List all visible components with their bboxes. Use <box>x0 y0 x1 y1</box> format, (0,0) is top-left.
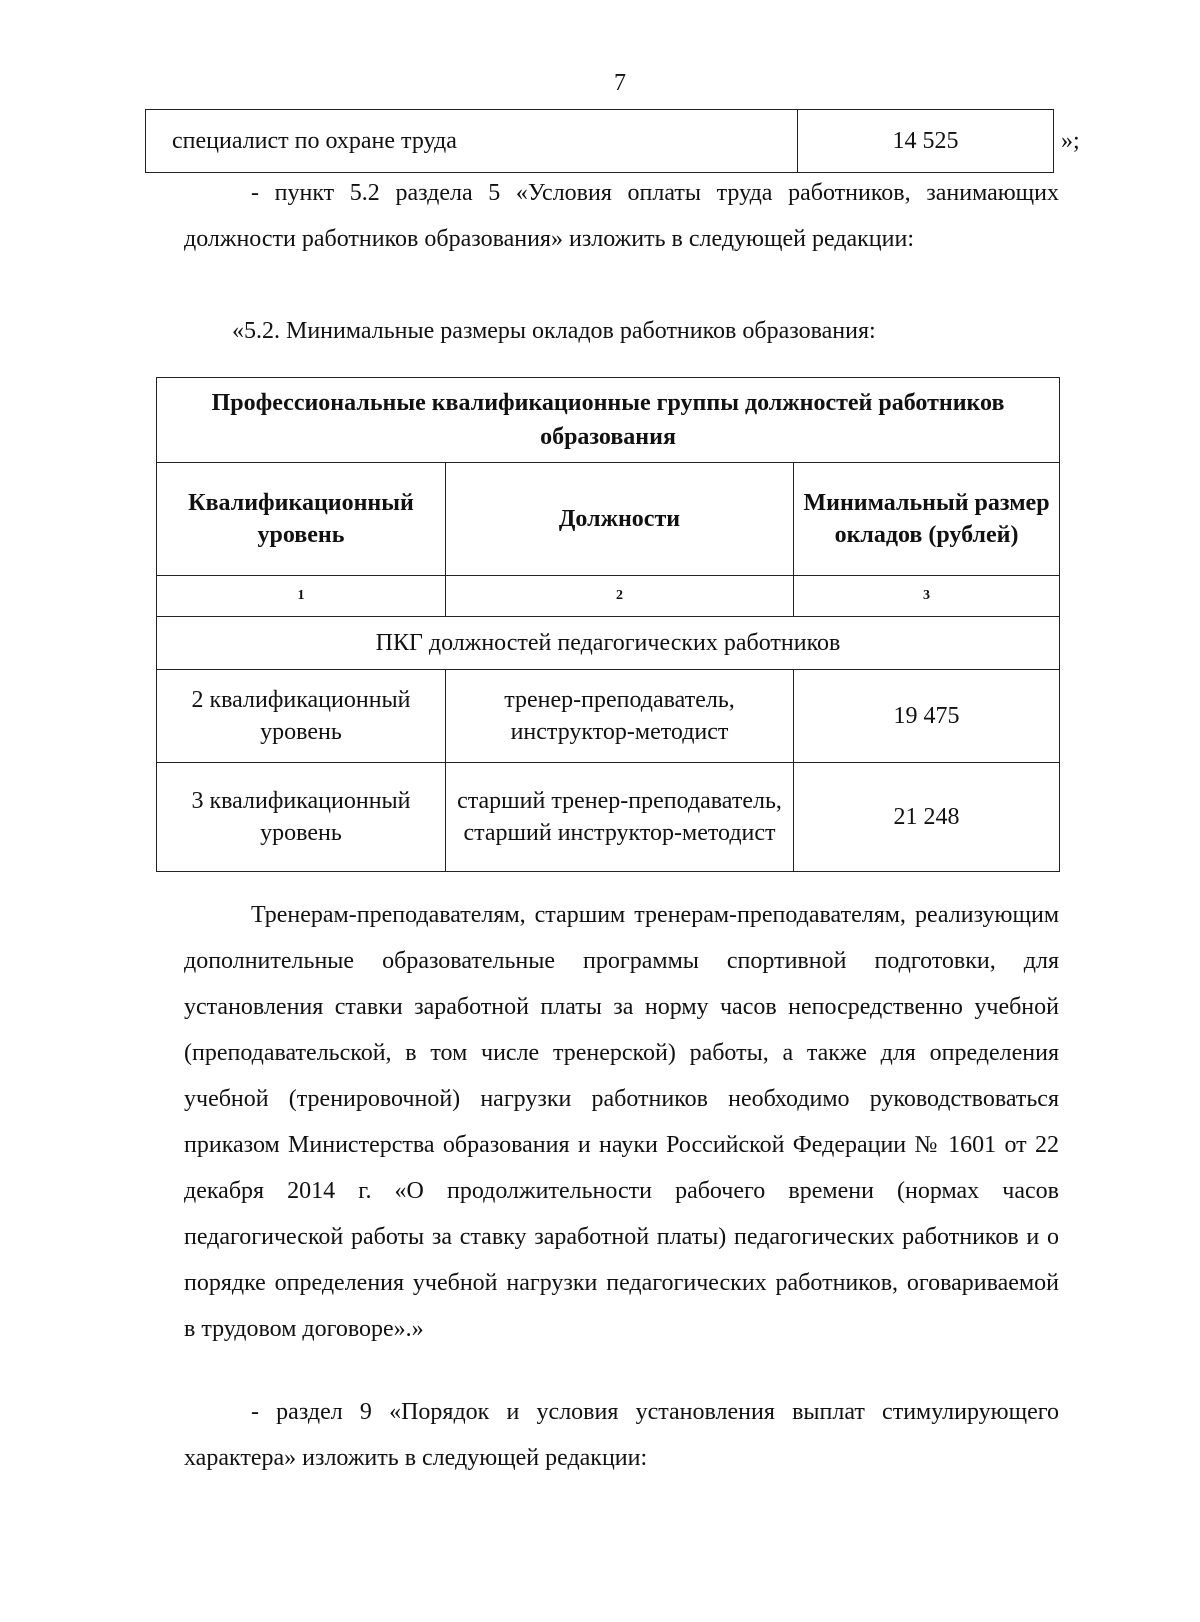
table-row <box>157 670 1060 763</box>
amendment-paragraph-section-9: - раздел 9 «Порядок и условия установления выплат стимулирующего характера» изложить в следующей редакции: <box>184 1399 1059 1471</box>
section-5-2-heading: «5.2. Минимальные размеры окладов работников образования: <box>232 318 876 344</box>
group-row <box>157 617 1060 670</box>
position-cell: специалист по охране труда <box>146 110 798 173</box>
salary-cell: 21 248 <box>794 763 1060 872</box>
table-header-row <box>157 463 1060 576</box>
salary-table <box>156 377 1060 872</box>
level-cell: 3 квалификационный уровень <box>157 763 446 872</box>
salary-cell: 19 475 <box>794 670 1060 763</box>
header-positions: Должности <box>446 463 794 576</box>
closing-quote-mark: »; <box>1061 128 1080 154</box>
amendment-paragraph-5-2: - пункт 5.2 раздела 5 «Условия оплаты труда работников, занимающих должности работников образования» изложить в следующей редакции: <box>184 180 1059 252</box>
page-number: 7 <box>614 70 626 96</box>
column-number: 1 <box>157 576 446 617</box>
table-caption: Профессиональные квалификационные группы должностей работников образования <box>157 378 1060 463</box>
coaches-workload-paragraph: Тренерам-преподавателям, старшим тренерам-преподавателям, реализующим дополнительные образовательные программы спортивной подготовки, для установления ставки заработной платы за норму часов непосредственно учебной (преподавательской, в том числе тренерской) работы, а также для определения учебной (тренировочной) нагрузки работников необходимо руководствоваться приказом Министерства образования и науки Российской Федерации № 1601 от 22 декабря 2014 г. «О продолжительности рабочего времени (нормах часов педагогической работы за ставку заработной платы) педагогических работников и о порядке определения учебной нагрузки педагогических работников, оговариваемой в трудовом договоре».» <box>184 902 1059 1342</box>
column-number-row <box>157 576 1060 617</box>
column-number: 2 <box>446 576 794 617</box>
column-number: 3 <box>794 576 1060 617</box>
header-level: Квалификационный уровень <box>157 463 446 576</box>
previous-table-tail <box>145 109 1054 173</box>
level-cell: 2 квалификационный уровень <box>157 670 446 763</box>
header-salary: Минимальный размер окладов (рублей) <box>794 463 1060 576</box>
table-row <box>157 763 1060 872</box>
positions-cell: тренер-преподаватель, инструктор-методист <box>446 670 794 763</box>
positions-cell: старший тренер-преподаватель, старший инструктор-методист <box>446 763 794 872</box>
salary-cell: 14 525 <box>798 110 1054 173</box>
table-caption-row <box>157 378 1060 463</box>
table-row <box>146 110 1054 173</box>
group-title: ПКГ должностей педагогических работников <box>157 617 1060 670</box>
